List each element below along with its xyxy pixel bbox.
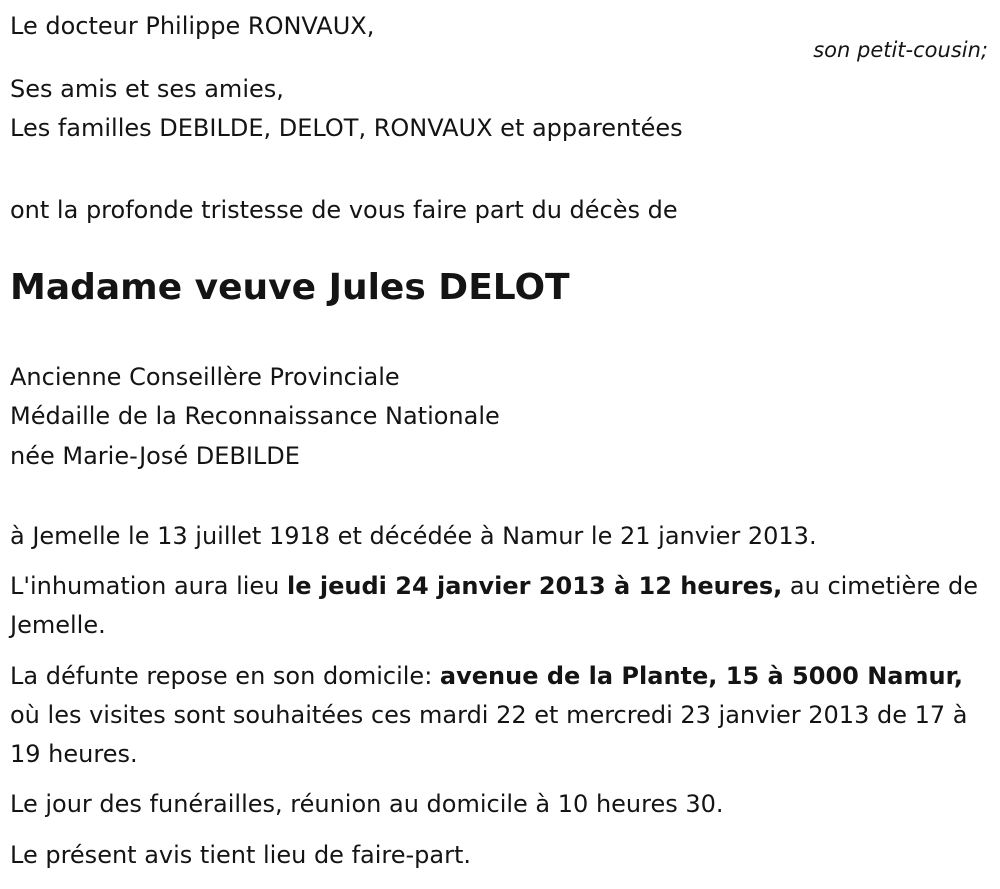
family-line-friends: Ses amis et ses amies, (10, 75, 284, 103)
repose-suffix: où les visites sont souhaitées ces mardi 22 et mercredi 23 janvier 2013 de 17 à 19 heures. (10, 701, 968, 768)
burial-paragraph (10, 567, 995, 645)
repose-address: avenue de la Plante, 15 à 5000 Namur, (439, 662, 964, 690)
repose-paragraph (10, 657, 995, 774)
family-line-families: Les familles DEBILDE, DELOT, RONVAUX et apparentées (10, 114, 683, 142)
burial-suffix: au cimetière de Jemelle. (10, 572, 979, 639)
funeral-meeting-line: Le jour des funérailles, réunion au domicile à 10 heures 30. (10, 790, 724, 818)
relation-note: son petit-cousin; (813, 38, 988, 62)
birth-death-line: à Jemelle le 13 juillet 1918 et décédée à Namur le 21 janvier 2013. (10, 522, 817, 550)
announcement-text: ont la profonde tristesse de vous faire part du décès de (10, 196, 678, 224)
repose-prefix: La défunte repose en son domicile: (10, 662, 440, 690)
closing-line: Le présent avis tient lieu de faire-part. (10, 841, 472, 869)
born-name: née Marie-José DEBILDE (10, 442, 300, 470)
deceased-name: Madame veuve Jules DELOT (10, 267, 570, 308)
burial-date: le jeudi 24 janvier 2013 à 12 heures, (287, 572, 783, 600)
burial-prefix: L'inhumation aura lieu (10, 572, 288, 600)
deceased-title-2: Médaille de la Reconnaissance Nationale (10, 402, 500, 430)
deceased-title-1: Ancienne Conseillère Provinciale (10, 363, 400, 391)
family-line-doctor: Le docteur Philippe RONVAUX, (10, 12, 375, 40)
